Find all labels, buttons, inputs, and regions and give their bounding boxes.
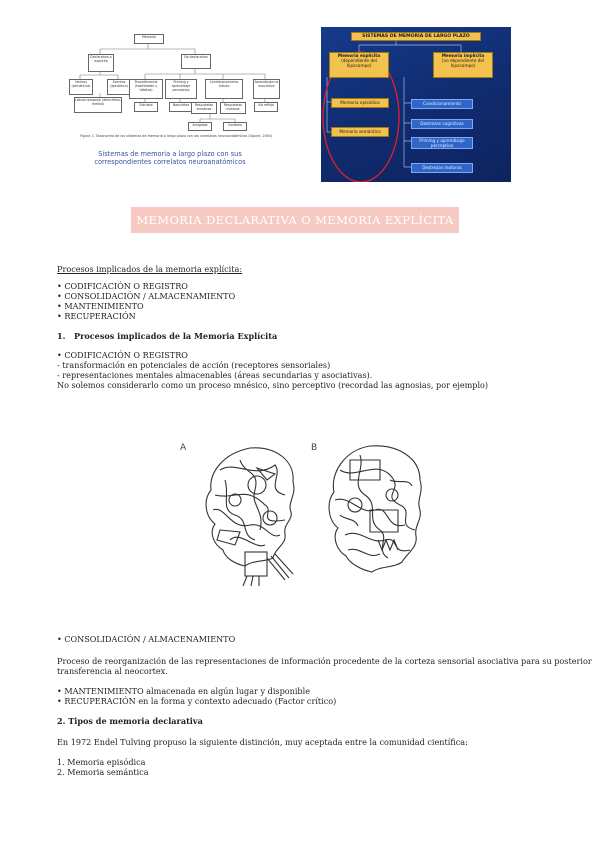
explicit-memory-sub: (dependiente del hipocampo) (341, 58, 377, 68)
section1-heading: Procesos implicados de la Memoria Explícita (74, 331, 278, 341)
explicit-memory-box (329, 52, 389, 78)
memory-taxonomy-figure (60, 22, 280, 192)
memory-systems-figure (321, 27, 511, 182)
tree-facts: Hechos (semántica) (69, 79, 93, 95)
figure1-small-caption: Figura 1. Taxonomía de los sistemas de memoria a largo plazo con los correlatos neuroanatómicos (Squire, 2004) (80, 134, 273, 138)
tree-striatum: Estriado (134, 102, 158, 112)
tree-conditioning: Condicionamiento clásico (205, 79, 243, 99)
tree-neocortex: Neocórtex (169, 102, 193, 112)
conditioning-box: Condicionamiento (411, 99, 473, 109)
intro-item-4: • RECUPERACIÓN (57, 311, 136, 321)
intro-item-2: • CONSOLIDACIÓN / ALMACENAMIENTO (57, 291, 236, 301)
priming-box: Priming y aprendizaje perceptivo (411, 137, 473, 149)
retrieval-bullet: • RECUPERACIÓN en la forma y contexto adecuado (Factor crítico) (57, 696, 337, 706)
section1-number: 1. (57, 331, 66, 341)
section1-line-1: - transformación en potenciales de acción (receptores sensoriales) (57, 360, 331, 370)
tree-nonassociative: Aprendizaje no asociativo (253, 79, 280, 99)
episodic-memory-box: Memoria episódica (331, 98, 389, 108)
figure1-caption: Sistemas de memoria a largo plazo con sus correspondientes correlatos neuroanatómicos (94, 150, 246, 166)
tree-amygdala: Amígdala (188, 122, 212, 131)
section1-line-3: No solemos considerarlo como un proceso mnésico, sino perceptivo (recordad las agnosias, por ejemplo) (57, 380, 489, 390)
tree-motor: Respuestas motoras (220, 102, 246, 114)
drawing-b-label: B (311, 443, 318, 453)
implicit-memory-sub: (no dependiente del hipocampo) (441, 58, 485, 68)
intro-item-3: • MANTENIMIENTO (57, 301, 144, 311)
section-banner: MEMORIA DECLARATIVA O MEMORIA EXPLÍCITA (131, 207, 459, 233)
section2-list-2: 2. Memoria semántica (57, 767, 149, 777)
tree-root: Memoria (134, 34, 164, 44)
intro-item-1: • CODIFICACIÓN O REGISTRO (57, 281, 188, 291)
drawing-b (320, 440, 430, 590)
tree-temporal-lobe: Lóbulo temporal (diencéfalo-medial) (74, 97, 122, 113)
tree-procedural: Procedimental (habilidades y hábitos) (129, 79, 163, 99)
intro-heading: Procesos implicados de la memoria explícita: (57, 264, 243, 274)
consolidation-item: • CONSOLIDACIÓN / ALMACENAMIENTO (57, 634, 236, 644)
consolidation-para-1: Proceso de reorganización de las representaciones de información procedente de la corteza sensorial asociativa para su posterior (57, 656, 592, 666)
cognitive-skills-box: Destrezas cognitivas (411, 119, 473, 129)
tree-emotional: Respuestas emotivas (191, 102, 217, 114)
tree-nondeclarative: No declarativa (181, 54, 211, 69)
tree-declarative: Declarativa o explícita (88, 54, 114, 72)
drawing-a-label: A (180, 443, 187, 453)
tree-cerebellum: Cerebelo (223, 122, 247, 131)
section1-line-2: - representaciones mentales almacenables (áreas secundarias y asociativas). (57, 370, 373, 380)
consolidation-para-2: transferencia al neocortex. (57, 666, 168, 676)
tree-events: Eventos (episódica) (107, 79, 131, 95)
implicit-memory-box (433, 52, 493, 78)
motor-skills-box: Destrezas motoras (411, 163, 473, 173)
recall-drawings-figure (175, 440, 445, 590)
explicit-memory-label: Memoria explícita (337, 53, 381, 58)
tree-reflex: Vía refleja (254, 102, 278, 112)
section1-item: • CODIFICACIÓN O REGISTRO (57, 350, 188, 360)
figure2-title: SISTEMAS DE MEMORIA DE LARGO PLAZO (351, 32, 481, 41)
section2-list-1: 1. Memoria episódica (57, 757, 146, 767)
implicit-memory-label: Memoria implícita (441, 53, 485, 58)
section2-heading: 2. Tipos de memoria declarativa (57, 716, 203, 726)
tree-priming: Priming y aprendizaje perceptivo (165, 79, 197, 99)
maintenance-bullet: • MANTENIMIENTO almacenada en algún lugar y disponible (57, 686, 310, 696)
semantic-memory-box: Memoria semántica (331, 127, 389, 137)
section2-para: En 1972 Endel Tulving propuso la siguiente distinción, muy aceptada entre la comunidad científica: (57, 737, 468, 747)
drawing-a (195, 440, 305, 590)
